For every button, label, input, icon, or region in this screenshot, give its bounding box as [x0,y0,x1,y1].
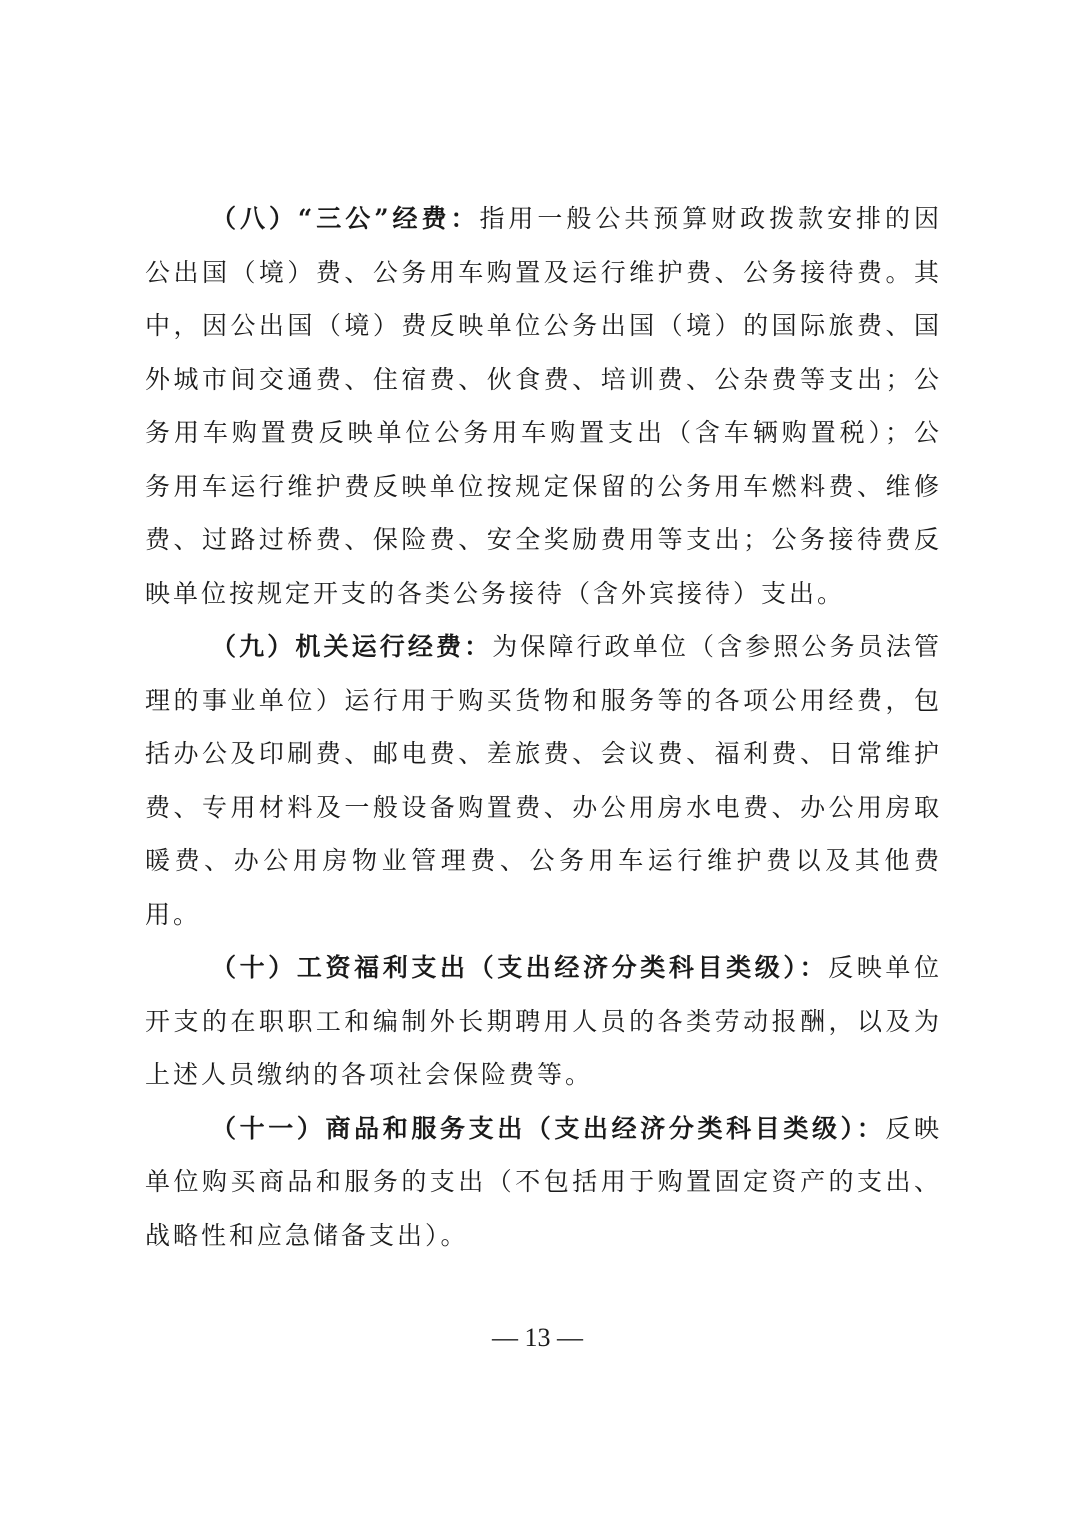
paragraph-agency-operating-expenses [145,620,942,941]
paragraph-wages-welfare-expenditure [145,941,942,1102]
paragraph-text: 反映单位开支的在职职工和编制外长期聘用人员的各类劳动报酬，以及为上述人员缴纳的各项社会保险费等。 [145,953,942,1089]
paragraph-heading: （九）机关运行经费： [211,632,493,661]
paragraph-san-gong-expenses [145,192,942,620]
page-body [145,192,942,1262]
paragraph-heading: （十一）商品和服务支出（支出经济分类科目类级）： [211,1113,886,1143]
paragraph-heading: （八）“三公”经费： [211,204,480,233]
paragraph-text: 反映单位购买商品和服务的支出（不包括用于购置固定资产的支出、战略性和应急储备支出）。 [145,1113,942,1250]
paragraph-text: 为保障行政单位（含参照公务员法管理的事业单位）运行用于购买货物和服务等的各项公用经费，包括办公及印刷费、邮电费、差旅费、会议费、福利费、日常维护费、专用材料及一般设备购置费、办公用房水电费、办公用房取暖费、办公用房物业管理费、公务用车运行维护费以及其他费用。 [145,632,942,929]
paragraph-text: 指用一般公共预算财政拨款安排的因公出国（境）费、公务用车购置及运行维护费、公务接待费。其中，因公出国（境）费反映单位公务出国（境）的国际旅费、国外城市间交通费、住宿费、伙食费、培训费、公杂费等支出；公务用车购置费反映单位公务用车购置支出（含车辆购置税）；公务用车运行维护费反映单位按规定保留的公务用车燃料费、维修费、过路过桥费、保险费、安全奖励费用等支出；公务接待费反映单位按规定开支的各类公务接待（含外宾接待）支出。 [145,204,942,608]
paragraph-heading: （十）工资福利支出（支出经济分类科目类级）： [211,953,829,982]
paragraph-goods-services-expenditure [145,1102,942,1263]
page-number: — 13 — [492,1323,583,1352]
